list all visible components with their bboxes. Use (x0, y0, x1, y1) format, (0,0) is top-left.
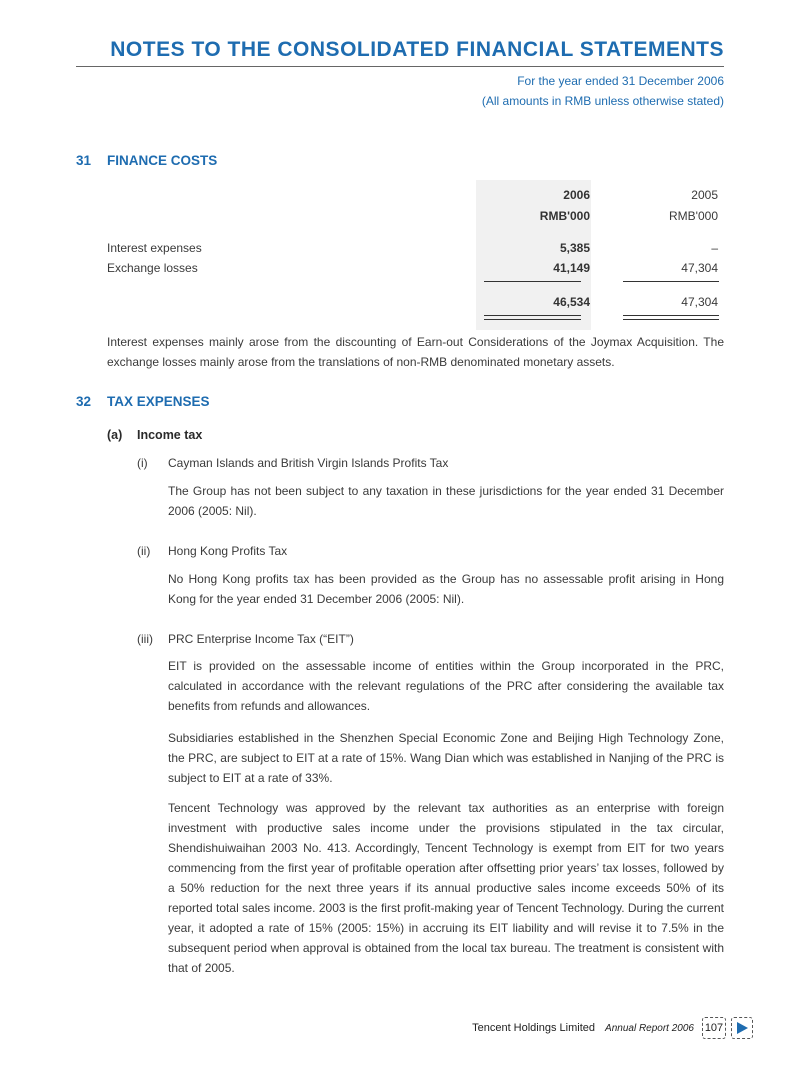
next-page-arrow-icon[interactable] (731, 1017, 753, 1039)
item-iii-paragraph-3: Tencent Technology was approved by the relevant tax authorities as an enterprise with foreign investment with productive sales income under the provisions stipulated in the tax circular, Shendishuiwaihan 2003 No. 413. Accordingly, Tencent Technology is exempt from EIT for two years commencing from the first year of profitable operation after offsetting prior years’ tax losses, followed by a 50% reduction for the next three years if its annual productive sales income exceeds 50% of its reported total sales income. 2003 is the first profit-making year of Tencent Technology. During the current year, it adopted a rate of 15% (2005: 15%) in accruing its EIT liability and will revise it to 7.5% in the subsequent period when approval is obtained from the local tax bureau. The treatment is consistent with that of 2005. (168, 801, 724, 975)
subsection-a-label: (a) (107, 428, 123, 442)
section-32-title: TAX EXPENSES (107, 394, 210, 409)
row-value-2006: 5,385 (559, 241, 590, 255)
currency-subtitle: (All amounts in RMB unless otherwise stated) (481, 94, 724, 108)
item-i-paragraph: The Group has not been subject to any taxation in these jurisdictions for the year ended 31 December 2006 (2005: Nil). (168, 484, 724, 518)
subtotal-rule-2005 (623, 281, 719, 282)
row-value-2006: 41,149 (553, 261, 590, 275)
row-label-exchange-losses: Exchange losses (107, 261, 198, 275)
item-iii-title: PRC Enterprise Income Tax (“EIT”) (168, 632, 354, 646)
col-header-2005: 2005 (691, 188, 718, 202)
page-number: 107 (702, 1017, 726, 1039)
row-value-2005: – (711, 241, 718, 255)
item-iii-paragraph-2: Subsidiaries established in the Shenzhen Special Economic Zone and Beijing High Technology Zone, the PRC, are subject to EIT at a rate of 15%. Wang Dian which was established in Nanjing of the PRC is subject to EIT at a rate of 33%. (168, 731, 724, 785)
item-ii-title: Hong Kong Profits Tax (168, 544, 288, 558)
section-32-number: 32 (76, 394, 92, 409)
page-title: NOTES TO THE CONSOLIDATED FINANCIAL STATEMENTS (110, 38, 724, 61)
total-2005: 47,304 (681, 295, 718, 309)
total-double-rule-top-2005 (623, 315, 719, 316)
item-ii-paragraph: No Hong Kong profits tax has been provided as the Group has no assessable profit arising in Hong Kong for the year ended 31 December 2006 (2005: Nil). (168, 572, 724, 606)
total-double-rule-bottom-2006 (484, 319, 581, 320)
subsection-a-title: Income tax (137, 428, 203, 442)
finance-costs-note: Interest expenses mainly arose from the discounting of Earn-out Considerations of the Joymax Acquisition. The exchange losses mainly arose from the translations of non-RMB denominated monetary assets. (107, 335, 724, 369)
total-double-rule-top-2006 (484, 315, 581, 316)
col-unit-2005: RMB'000 (669, 209, 718, 223)
item-ii-number: (ii) (137, 544, 151, 558)
footer-company-name: Tencent Holdings Limited (472, 1022, 595, 1034)
item-iii-number: (iii) (137, 632, 153, 646)
item-i-number: (i) (137, 456, 148, 470)
total-double-rule-bottom-2005 (623, 319, 719, 320)
row-label-interest-expenses: Interest expenses (107, 241, 202, 255)
row-value-2005: 47,304 (681, 261, 718, 275)
section-31-number: 31 (76, 153, 92, 168)
footer-report-title: Annual Report 2006 (605, 1023, 694, 1034)
section-31-title: FINANCE COSTS (107, 153, 218, 168)
item-i-title: Cayman Islands and British Virgin Islands Profits Tax (168, 456, 449, 470)
item-iii-paragraph-1: EIT is provided on the assessable income of entities within the Group incorporated in the PRC, calculated in accordance with the relevant regulations of the PRC after considering the available tax benefits from refunds and allowances. (168, 659, 724, 713)
total-2006: 46,534 (553, 295, 590, 309)
period-subtitle: For the year ended 31 December 2006 (517, 74, 724, 88)
col-header-2006: 2006 (563, 188, 590, 202)
col-unit-2006: RMB'000 (539, 209, 590, 223)
subtotal-rule-2006 (484, 281, 581, 282)
header-divider (76, 66, 724, 67)
